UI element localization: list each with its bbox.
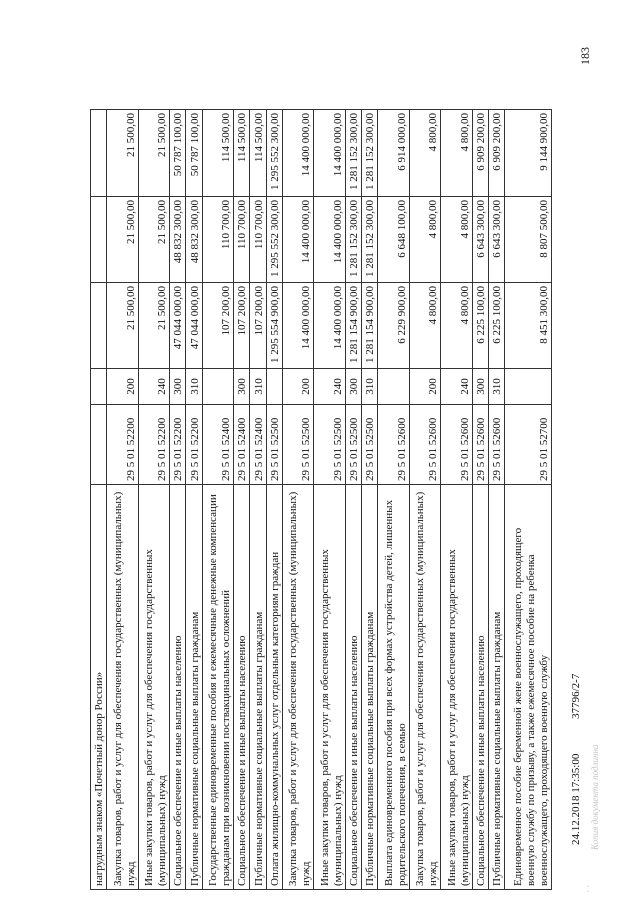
row-name-cell: Иные закупки товаров, работ и услуг для обеспечения государственных (муниципальных) нужд [138,485,169,890]
row-value-2019-cell: 21 500,00 [107,283,138,369]
table-row [283,110,314,890]
row-value-2019-cell [91,283,107,369]
row-value-2020-cell: 1 281 152 300,00 [362,197,378,283]
row-code-cell: 29 5 01 52500 [283,405,314,485]
row-code-cell: 29 5 01 52700 [505,405,552,485]
budget-table-body [91,110,552,890]
row-value-2021-cell: 114 500,00 [250,110,266,197]
row-value-2019-cell: 4 800,00 [409,283,440,369]
row-value-2019-cell: 1 295 554 900,00 [266,283,282,369]
row-name-cell: Оплата жилищно-коммунальных услуг отдельным категориям граждан [266,485,282,890]
row-name-cell: Социальное обеспечение и иные выплаты населению [234,485,250,890]
row-code-cell: 29 5 01 52600 [378,405,409,485]
row-name-cell: Социальное обеспечение и иные выплаты населению [472,485,488,890]
table-row [409,110,440,890]
row-vr-cell: 310 [250,369,266,405]
row-value-2021-cell: 14 400 000,00 [283,110,314,197]
row-vr-cell [91,369,107,405]
row-vr-cell: 300 [234,369,250,405]
row-vr-cell [505,369,552,405]
row-value-2021-cell: 4 800,00 [409,110,440,197]
row-value-2020-cell: 14 400 000,00 [314,197,345,283]
row-value-2019-cell: 8 451 300,00 [505,283,552,369]
row-name-cell: Закупка товаров, работ и услуг для обеспечения государственных (муниципальных) нужд [107,485,138,890]
row-value-2019-cell: 14 400 000,00 [283,283,314,369]
table-row [107,110,138,890]
row-name-cell: Закупка товаров, работ и услуг для обеспечения государственных (муниципальных) нужд [283,485,314,890]
footer-date: 24.12.2018 17:35:00 [570,753,582,845]
row-value-2019-cell: 1 281 154 900,00 [345,283,361,369]
row-value-2020-cell: 1 281 152 300,00 [345,197,361,283]
row-name-cell: нагрудным знаком «Почетный донор России» [91,485,107,890]
row-code-cell: 29 5 01 52500 [345,405,361,485]
row-name-cell: Публичные нормативные социальные выплаты гражданам [489,485,505,890]
table-row [345,110,361,890]
row-value-2019-cell: 107 200,00 [250,283,266,369]
row-code-cell [91,405,107,485]
row-value-2019-cell: 47 044 000,00 [186,283,202,369]
table-row [138,110,169,890]
row-vr-cell: 200 [283,369,314,405]
row-code-cell: 29 5 01 52600 [489,405,505,485]
row-name-cell: Публичные нормативные социальные выплаты гражданам [250,485,266,890]
row-value-2019-cell: 6 225 100,00 [472,283,488,369]
row-value-2021-cell [91,110,107,197]
row-name-cell: Единовременное пособие беременной жене военнослужащего, проходящего военную службу по призыву, а также ежемесячное пособие на ребенка военнослужащего, проходящего военную службу [505,485,552,890]
table-row [170,110,186,890]
row-vr-cell [266,369,282,405]
row-value-2021-cell: 6 914 000,00 [378,110,409,197]
row-value-2019-cell: 6 229 900,00 [378,283,409,369]
row-vr-cell: 200 [409,369,440,405]
row-vr-cell [202,369,233,405]
table-row [362,110,378,890]
row-value-2021-cell: 1 281 152 300,00 [362,110,378,197]
table-row [505,110,552,890]
row-value-2021-cell: 1 281 152 300,00 [345,110,361,197]
table-row [489,110,505,890]
row-code-cell: 29 5 01 52400 [202,405,233,485]
row-code-cell: 29 5 01 52600 [472,405,488,485]
row-value-2020-cell: 48 832 300,00 [170,197,186,283]
row-value-2020-cell: 1 295 552 300,00 [266,197,282,283]
row-value-2021-cell: 50 787 100,00 [186,110,202,197]
row-value-2020-cell: 110 700,00 [202,197,233,283]
row-name-cell: Иные закупки товаров, работ и услуг для обеспечения государственных (муниципальных) нужд [314,485,345,890]
row-code-cell: 29 5 01 52400 [250,405,266,485]
row-value-2021-cell: 50 787 100,00 [170,110,186,197]
table-row [441,110,472,890]
row-name-cell: Публичные нормативные социальные выплаты гражданам [362,485,378,890]
row-value-2020-cell: 6 643 300,00 [489,197,505,283]
row-value-2021-cell: 114 500,00 [202,110,233,197]
stamp-text: Копия документа подлинна [590,744,600,850]
row-name-cell: Социальное обеспечение и иные выплаты населению [170,485,186,890]
row-value-2020-cell: 48 832 300,00 [186,197,202,283]
row-value-2020-cell [91,197,107,283]
row-code-cell: 29 5 01 52600 [441,405,472,485]
row-value-2020-cell: 4 800,00 [409,197,440,283]
row-value-2021-cell: 4 800,00 [441,110,472,197]
row-vr-cell: 310 [489,369,505,405]
row-code-cell: 29 5 01 52500 [314,405,345,485]
row-value-2020-cell: 8 807 500,00 [505,197,552,283]
row-value-2021-cell: 21 500,00 [138,110,169,197]
row-value-2020-cell: 21 500,00 [138,197,169,283]
row-code-cell: 29 5 01 52400 [234,405,250,485]
row-value-2020-cell: 110 700,00 [250,197,266,283]
row-name-cell: Иные закупки товаров, работ и услуг для обеспечения государственных (муниципальных) нужд [441,485,472,890]
row-value-2021-cell: 9 144 900,00 [505,110,552,197]
row-value-2021-cell: 114 500,00 [234,110,250,197]
row-value-2020-cell: 110 700,00 [234,197,250,283]
row-value-2021-cell: 6 909 200,00 [472,110,488,197]
row-code-cell: 29 5 01 52200 [107,405,138,485]
row-value-2021-cell: 14 400 000,00 [314,110,345,197]
row-name-cell: Публичные нормативные социальные выплаты гражданам [186,485,202,890]
row-value-2019-cell: 107 200,00 [202,283,233,369]
table-row [202,110,233,890]
row-vr-cell: 200 [107,369,138,405]
budget-table [90,109,552,890]
row-value-2019-cell: 4 800,00 [441,283,472,369]
row-name-cell: Социальное обеспечение и иные выплаты населению [345,485,361,890]
row-value-2021-cell: 6 909 200,00 [489,110,505,197]
row-vr-cell: 240 [441,369,472,405]
row-value-2020-cell: 6 643 300,00 [472,197,488,283]
row-value-2020-cell: 6 648 100,00 [378,197,409,283]
row-value-2019-cell: 107 200,00 [234,283,250,369]
row-name-cell: Выплата единовременного пособия при всех формах устройства детей, лишенных родительского попечения, в семью [378,485,409,890]
table-row [314,110,345,890]
row-vr-cell: 240 [138,369,169,405]
row-vr-cell: 300 [472,369,488,405]
row-vr-cell: 300 [170,369,186,405]
row-value-2021-cell: 1 295 552 300,00 [266,110,282,197]
row-vr-cell: 240 [314,369,345,405]
row-vr-cell: 310 [362,369,378,405]
row-vr-cell: 310 [186,369,202,405]
table-row [91,110,107,890]
row-value-2019-cell: 47 044 000,00 [170,283,186,369]
row-code-cell: 29 5 01 52200 [138,405,169,485]
row-code-cell: 29 5 01 52600 [409,405,440,485]
table-row [472,110,488,890]
footer [570,642,582,845]
row-code-cell: 29 5 01 52500 [362,405,378,485]
row-value-2019-cell: 6 225 100,00 [489,283,505,369]
row-value-2019-cell: 1 281 154 900,00 [362,283,378,369]
row-value-2019-cell: 14 400 000,00 [314,283,345,369]
table-row [186,110,202,890]
row-value-2021-cell: 21 500,00 [107,110,138,197]
row-code-cell: 29 5 01 52200 [170,405,186,485]
table-row [378,110,409,890]
row-code-cell: 29 5 01 52200 [186,405,202,485]
row-value-2019-cell: 21 500,00 [138,283,169,369]
row-name-cell: Закупка товаров, работ и услуг для обеспечения государственных (муниципальных) нужд [409,485,440,890]
row-value-2020-cell: 21 500,00 [107,197,138,283]
row-code-cell: 29 5 01 52500 [266,405,282,485]
row-value-2020-cell: 14 400 000,00 [283,197,314,283]
page-number: 183 [578,47,592,65]
footer-doc-code: 37796/2-7 [570,673,582,719]
table-row [266,110,282,890]
row-vr-cell: 300 [345,369,361,405]
margin-mark: · · [583,884,593,893]
row-value-2020-cell: 4 800,00 [441,197,472,283]
table-row [250,110,266,890]
row-vr-cell [378,369,409,405]
row-name-cell: Государственные единовременные пособия и ежемесячные денежные компенсации гражданам при возникновении поствакцинальных осложнений [202,485,233,890]
table-row [234,110,250,890]
